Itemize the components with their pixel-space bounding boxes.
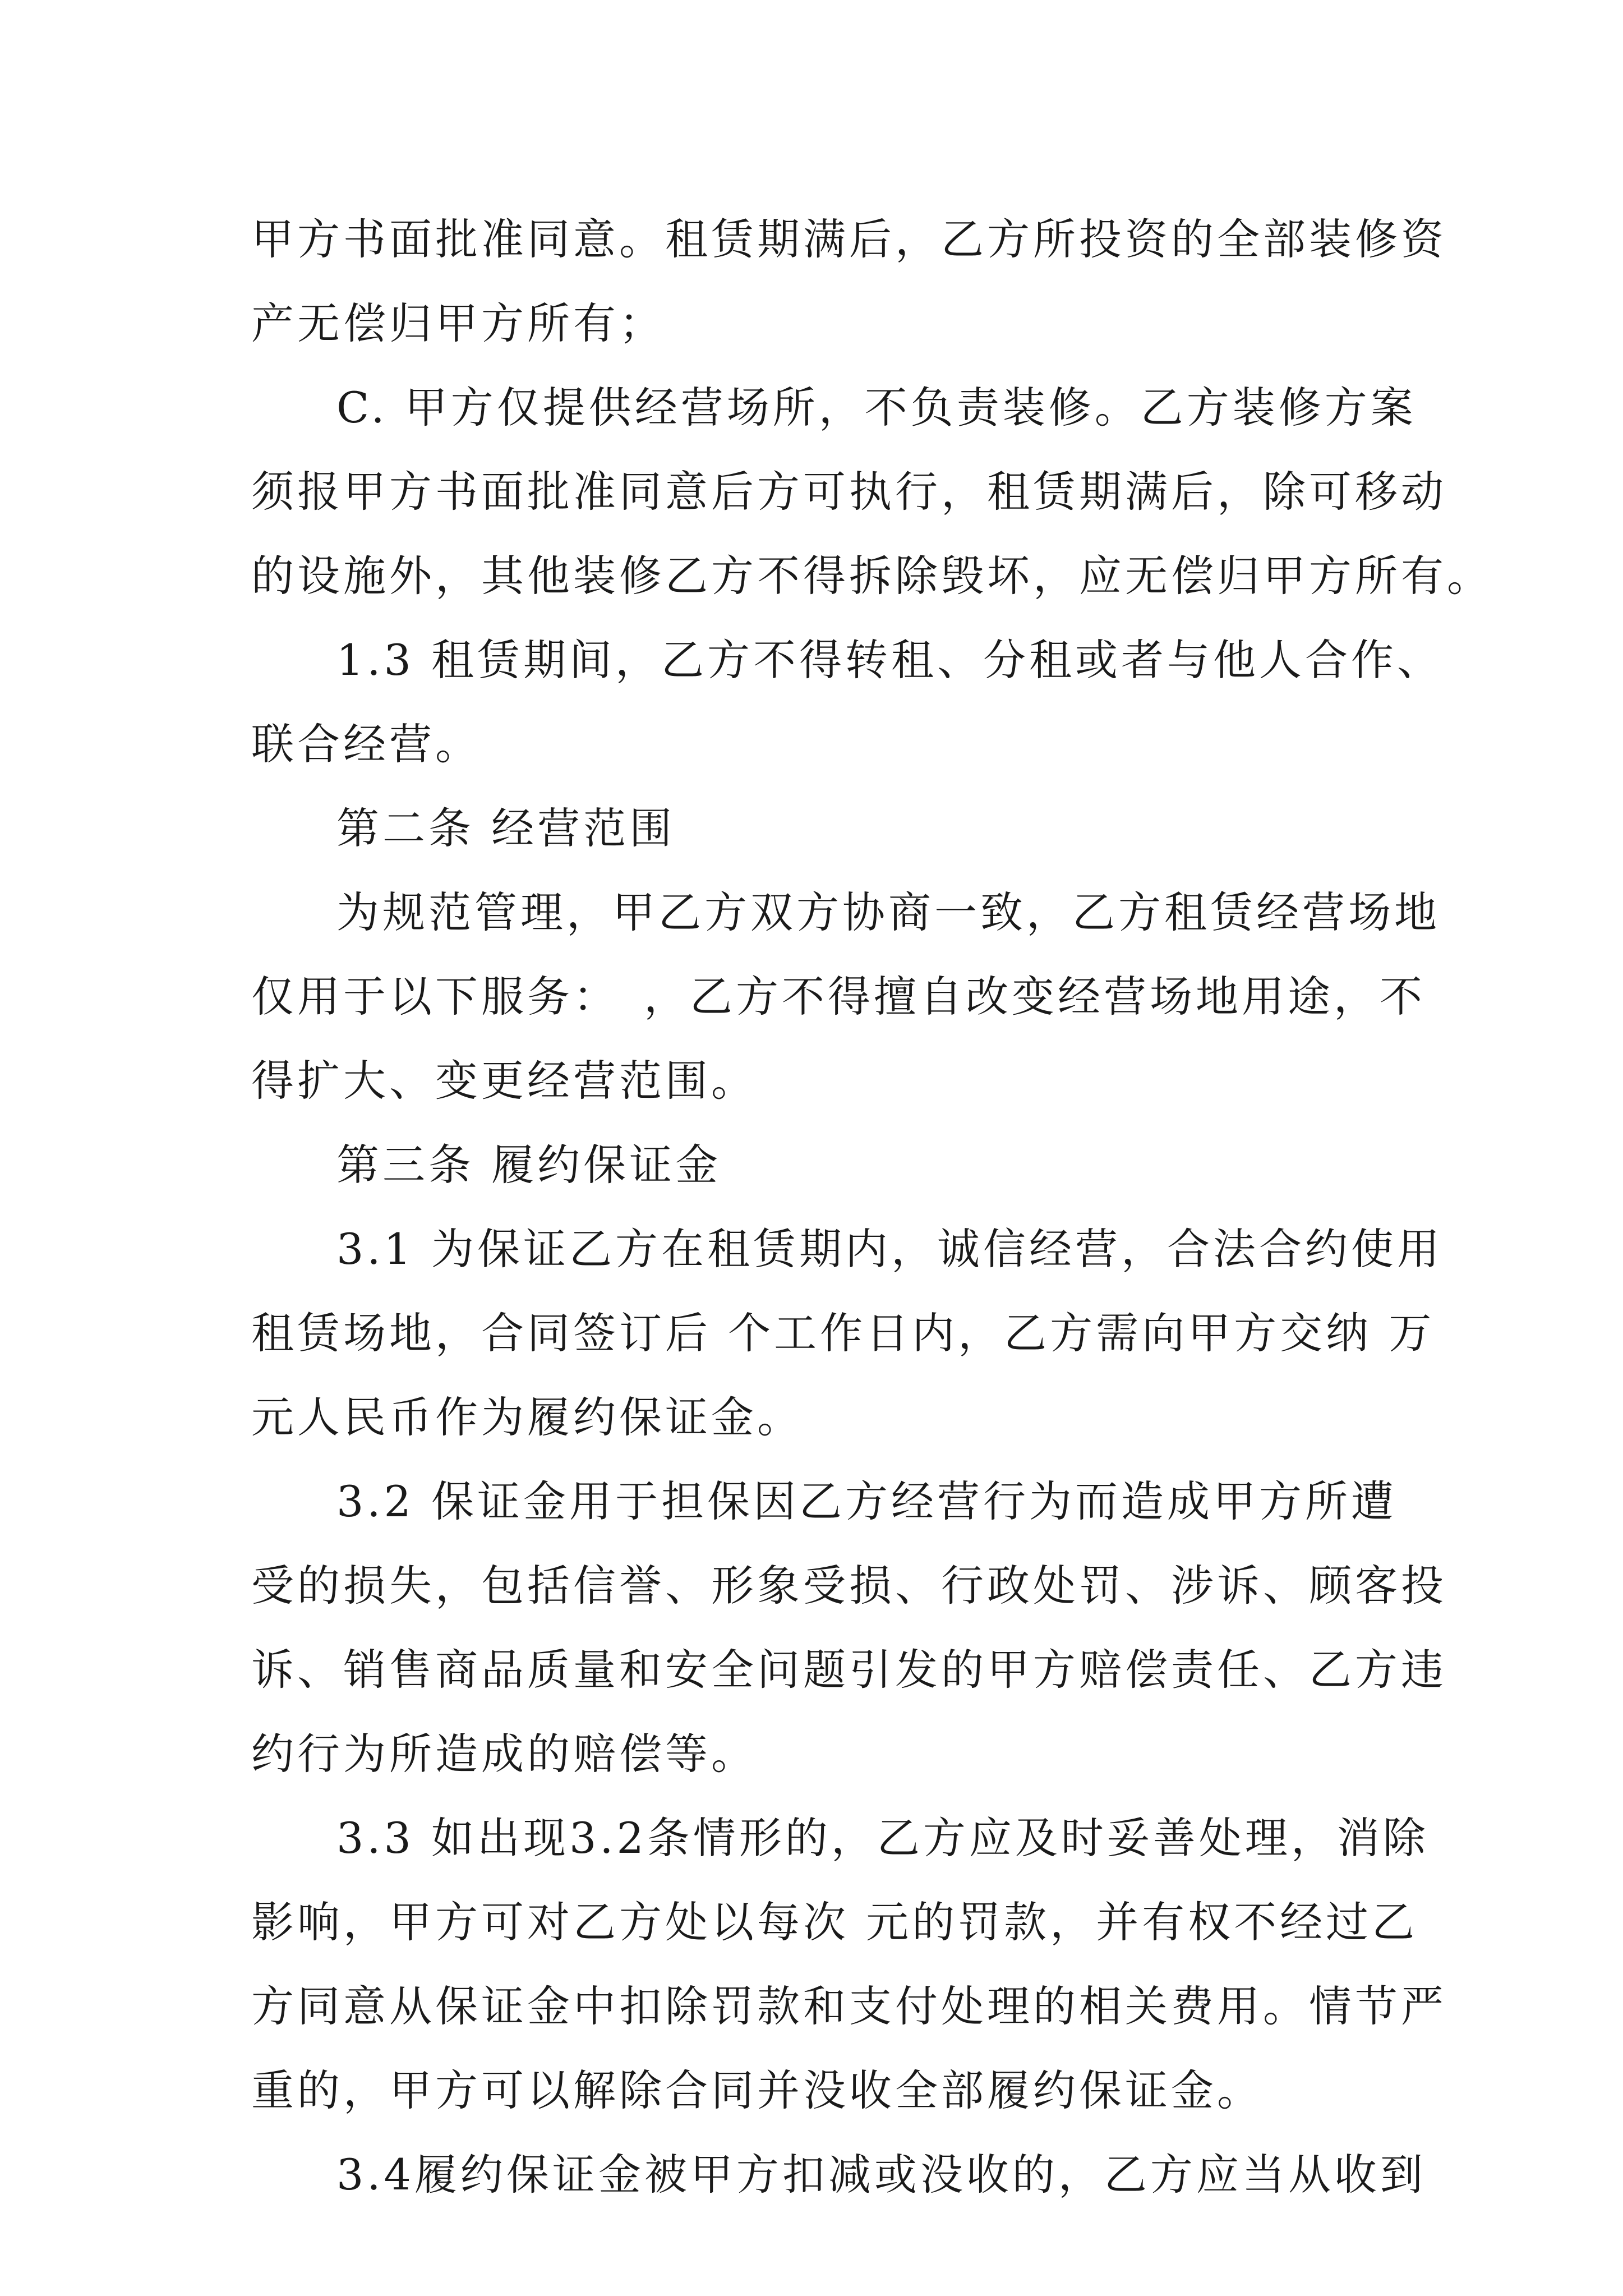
text-line: 甲方书面批准同意。租赁期满后，乙方所投资的全部装修资 [251, 214, 1447, 264]
paragraph-clause-3-3 [251, 1796, 1447, 2133]
contract-body-text [251, 197, 1493, 2217]
paragraph-clause-3-4 [251, 2133, 1426, 2217]
text-line: 的设施外，其他装修乙方不得拆除毁坏，应无偿归甲方所有。 [251, 551, 1493, 601]
paragraph-clause-c [251, 366, 1493, 618]
text-line: 1.3 租赁期间，乙方不得转租、分租或者与他人合作、 [336, 635, 1444, 685]
section-heading: 第二条 经营范围 [336, 803, 676, 853]
text-line: 诉、销售商品质量和安全问题引发的甲方赔偿责任、乙方违 [251, 1645, 1447, 1695]
paragraph-renovation-assets [251, 197, 1447, 366]
text-line: 重的，甲方可以解除合同并没收全部履约保证金。 [251, 2065, 1263, 2115]
text-line: 影响，甲方可对乙方处以每次 元的罚款，并有权不经过乙 [251, 1897, 1418, 1947]
text-line: 得扩大、变更经营范围。 [251, 1056, 757, 1106]
paragraph-business-scope [251, 871, 1440, 1123]
paragraph-clause-1-3 [251, 618, 1444, 786]
text-line: 方同意从保证金中扣除罚款和支付处理的相关费用。情节严 [251, 1981, 1447, 2031]
section-heading-article-3 [251, 1123, 1373, 1207]
text-line: C. 甲方仅提供经营场所，不负责装修。乙方装修方案 [336, 383, 1417, 432]
text-line: 联合经营。 [251, 719, 481, 769]
text-line: 为规范管理，甲乙方双方协商一致，乙方租赁经营场地 [336, 887, 1440, 937]
text-line: 约行为所造成的赔偿等。 [251, 1729, 757, 1779]
text-line: 产无偿归甲方所有； [251, 298, 665, 348]
text-line: 元人民币作为履约保证金。 [251, 1392, 803, 1442]
text-line: 3.4履约保证金被甲方扣减或没收的，乙方应当从收到 [336, 2150, 1426, 2200]
section-heading: 第三条 履约保证金 [336, 1140, 722, 1190]
text-line: 3.2 保证金用于担保因乙方经营行为而造成甲方所遭 [336, 1476, 1398, 1526]
text-line: 租赁场地，合同签订后 个工作日内，乙方需向甲方交纳 万 [251, 1308, 1435, 1358]
text-line: 3.3 如出现3.2条情形的，乙方应及时妥善处理，消除 [336, 1813, 1429, 1863]
text-line: 仅用于以下服务： ，乙方不得擅自改变经营场地用途，不 [251, 972, 1426, 1022]
paragraph-clause-3-1 [251, 1207, 1444, 1460]
text-line: 须报甲方书面批准同意后方可执行，租赁期满后，除可移动 [251, 467, 1447, 517]
text-line: 3.1 为保证乙方在租赁期内，诚信经营，合法合约使用 [336, 1224, 1444, 1274]
text-line: 受的损失，包括信誉、形象受损、行政处罚、涉诉、顾客投 [251, 1561, 1447, 1611]
paragraph-clause-3-2 [251, 1460, 1447, 1796]
section-heading-article-2 [251, 786, 1373, 871]
